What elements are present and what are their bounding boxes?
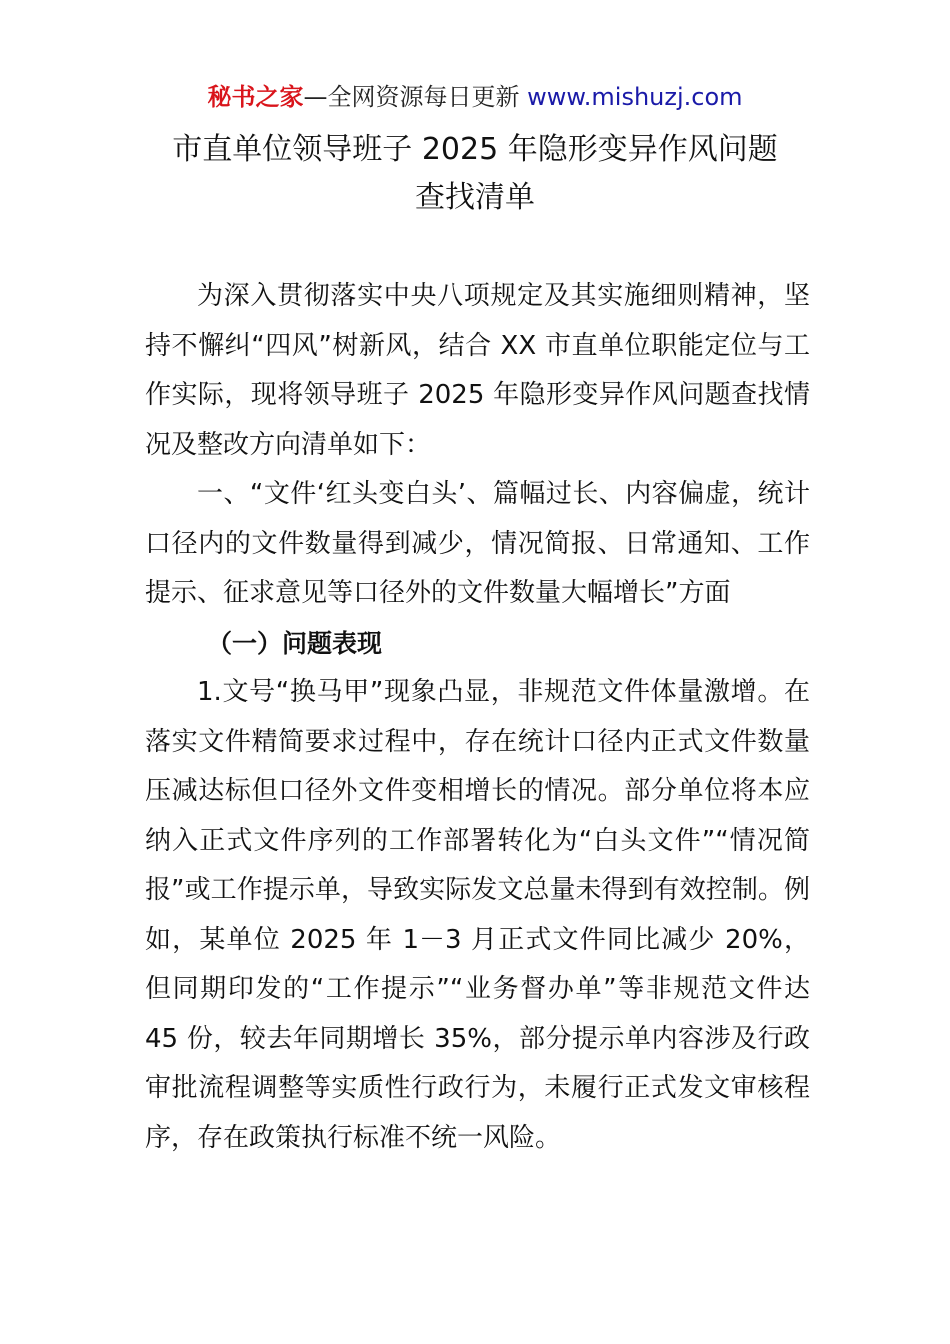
- intro-paragraph: 为深入贯彻落实中央八项规定及其实施细则精神，坚持不懈纠“四风”树新风，结合 XX 市直单位职能定位与工作实际，现将领导班子 2025 年隐形变异作风问题查找情况及整改方向清单如下：: [145, 281, 810, 460]
- title-line-1: 市直单位领导班子 2025 年隐形变异作风问题: [172, 132, 778, 167]
- document-title: [0, 126, 950, 222]
- site-header: [0, 80, 950, 114]
- subheading-problems: （一）问题表现: [207, 628, 383, 658]
- document-body: [145, 272, 810, 1163]
- header-tagline: —全网资源每日更新: [303, 83, 520, 111]
- site-url[interactable]: www.mishuzj.com: [527, 83, 743, 111]
- brand-name: 秘书之家: [207, 83, 304, 111]
- item-paragraph-1: 1.文号“换马甲”现象凸显，非规范文件体量激增。在落实文件精简要求过程中，存在统计口径内正式文件数量压减达标但口径外文件变相增长的情况。部分单位将本应纳入正式文件序列的工作部署转化为“白头文件”“情况简报”或工作提示单，导致实际发文总量未得到有效控制。例如，某单位 2025 年 1－3 月正式文件同比减少 20%，但同期印发的“工作提示”“业务督办单”等非规范文件达 45 份，较去年同期增长 35%，部分提示单内容涉及行政审批流程调整等实质性行政行为，未履行正式发文审核程序，存在政策执行标准不统一风险。: [145, 677, 810, 1153]
- section-heading-1: 一、“文件‘红头变白头’、篇幅过长、内容偏虚，统计口径内的文件数量得到减少，情况简报、日常通知、工作提示、征求意见等口径外的文件数量大幅增长”方面: [145, 479, 810, 608]
- title-line-2: 查找清单: [415, 180, 535, 215]
